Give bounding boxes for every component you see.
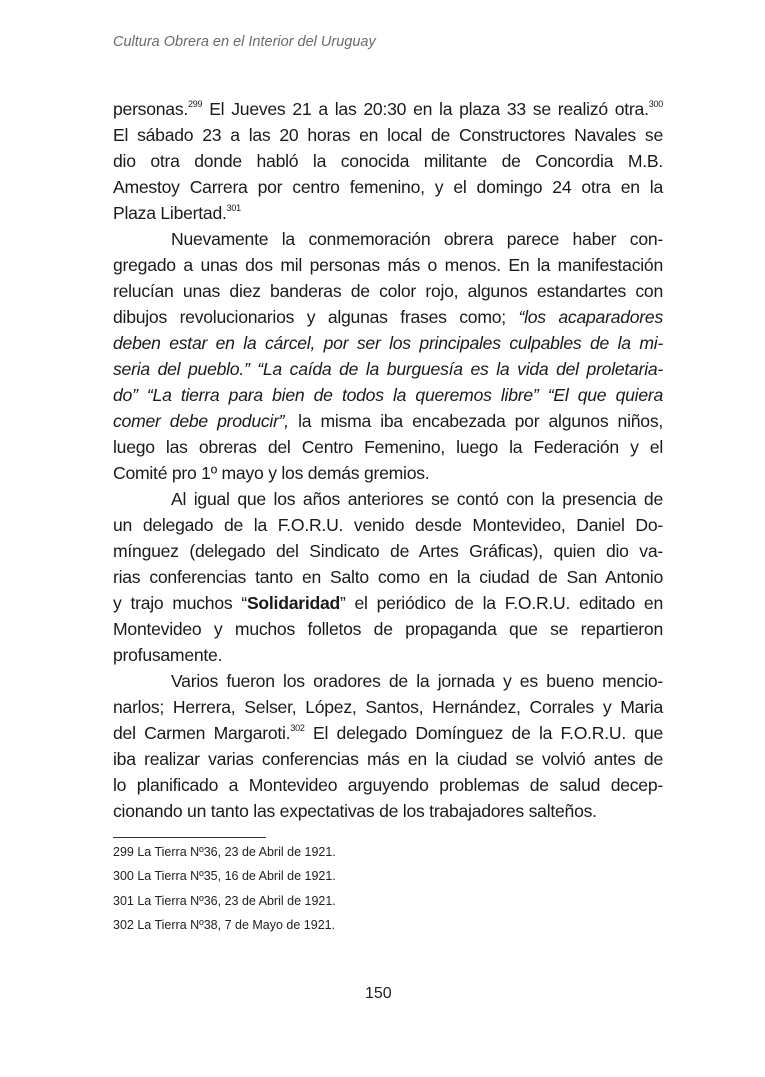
text-line: Montevideo y muchos folletos de propaganda que se repartieron <box>113 619 663 639</box>
footnote-separator <box>113 837 266 838</box>
text-line <box>113 96 663 122</box>
footnote-ref: 300 <box>648 99 663 109</box>
page-number: 150 <box>365 985 392 1002</box>
paragraph <box>113 486 663 668</box>
quote-line: do” “La tierra para bien de todos la queremos libre” “El que quiera <box>113 385 663 405</box>
text-span: El delegado Domínguez de la F.O.R.U. que <box>304 723 663 743</box>
text-line <box>113 590 663 616</box>
text-span: del Carmen Margaroti. <box>113 723 291 743</box>
text-line: Varios fueron los oradores de la jornada y es bueno mencio- <box>171 671 663 691</box>
text-span: ” el periódico de la F.O.R.U. editado en <box>340 593 663 613</box>
quote-line: deben estar en la cárcel, por ser los principales culpables de la mi- <box>113 333 663 353</box>
body-text <box>113 96 663 824</box>
text-span: y trajo muchos “ <box>113 593 247 613</box>
text-line: mínguez (delegado del Sindicato de Artes Gráficas), quien dio va- <box>113 541 663 561</box>
text-line: El sábado 23 a las 20 horas en local de Constructores Navales se <box>113 125 663 145</box>
paragraph <box>113 96 663 226</box>
text-line: rias conferencias tanto en Salto como en la ciudad de San Antonio <box>113 567 663 587</box>
quote-line: seria del pueblo.” “La caída de la burguesía es la vida del proletaria- <box>113 359 663 379</box>
running-header: Cultura Obrera en el Interior del Uruguay <box>113 34 376 50</box>
newspaper-title: Solidaridad <box>246 593 340 613</box>
text-line: narlos; Herrera, Selser, López, Santos, Hernández, Corrales y Maria <box>113 697 663 717</box>
text-line: Nuevamente la conmemoración obrera parece haber con- <box>171 229 663 249</box>
text-line: iba realizar varias conferencias más en la ciudad se volvió antes de <box>113 749 663 769</box>
text-span: El Jueves 21 a las 20:30 en la plaza 33 se realizó otra. <box>202 99 649 119</box>
paragraph <box>113 226 663 486</box>
quote-span: comer debe producir”, <box>113 411 289 431</box>
text-span: la misma iba encabezada por algunos niños, <box>288 411 663 431</box>
text-line: luego las obreras del Centro Femenino, luego la Federación y el <box>113 437 663 457</box>
paragraph <box>113 668 663 824</box>
footnote: 301 La Tierra Nº36, 23 de Abril de 1921. <box>113 894 336 908</box>
text-line <box>113 720 663 746</box>
footnote-ref: 302 <box>290 723 305 733</box>
text-line <box>113 408 663 434</box>
footnote-ref: 299 <box>188 99 203 109</box>
text-span: Plaza Libertad. <box>113 203 227 223</box>
footnote: 300 La Tierra Nº35, 16 de Abril de 1921. <box>113 869 336 883</box>
footnote: 302 La Tierra Nº38, 7 de Mayo de 1921. <box>113 918 336 932</box>
text-line <box>113 200 663 226</box>
text-line: gregado a unas dos mil personas más o menos. En la manifestación <box>113 255 663 275</box>
text-line: un delegado de la F.O.R.U. venido desde Montevideo, Daniel Do- <box>113 515 663 535</box>
text-line: Comité pro 1º mayo y los demás gremios. <box>113 463 430 483</box>
text-line: profusamente. <box>113 645 223 665</box>
text-line <box>113 304 663 330</box>
text-line: Amestoy Carrera por centro femenino, y el domingo 24 otra en la <box>113 177 663 197</box>
footnote-ref: 301 <box>226 203 241 213</box>
text-span: personas. <box>113 99 189 119</box>
text-line: dio otra donde habló la conocida militante de Concordia M.B. <box>113 151 663 171</box>
text-span: dibujos revolucionarios y algunas frases como; <box>113 307 519 327</box>
text-line: relucían unas diez banderas de color rojo, algunos estandartes con <box>113 281 663 301</box>
text-line: cionando un tanto las expectativas de los trabajadores salteños. <box>113 801 597 821</box>
footnote: 299 La Tierra Nº36, 23 de Abril de 1921. <box>113 845 336 859</box>
quote-span: “los acaparadores <box>518 307 663 327</box>
text-line: lo planificado a Montevideo arguyendo problemas de salud decep- <box>113 775 663 795</box>
text-line: Al igual que los años anteriores se contó con la presencia de <box>171 489 663 509</box>
